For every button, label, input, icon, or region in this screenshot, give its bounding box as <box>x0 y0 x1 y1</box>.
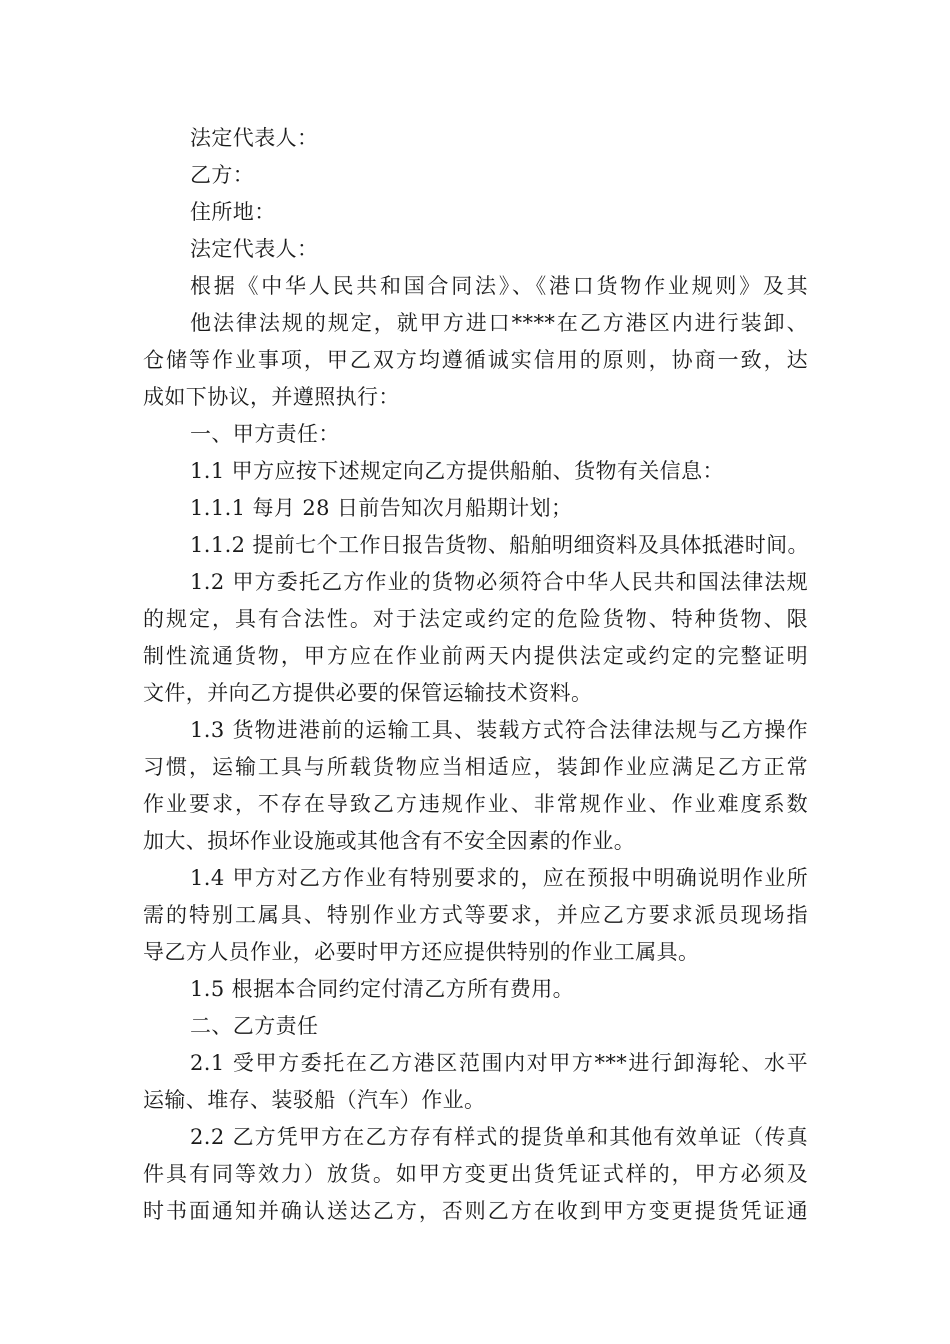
contract-text <box>143 120 808 1230</box>
clause-2-1-line-2: 运输、堆存、装驳船（汽车）作业。 <box>143 1088 486 1112</box>
preamble-line-4: 成如下协议，并遵照执行： <box>143 385 400 409</box>
section-heading-party-b: 二、乙方责任 <box>190 1014 319 1038</box>
legal-rep-label-b: 法定代表人： <box>190 237 319 261</box>
clause-1-1-1: 1.1.1 每月 28 日前告知次月船期计划； <box>190 496 573 520</box>
clause-1-4-line-3: 导乙方人员作业，必要时甲方还应提供特别的作业工属具。 <box>143 940 700 964</box>
preamble-line-2: 他法律法规的规定，就甲方进口****在乙方港区内进行装卸、 <box>190 311 808 335</box>
clause-1-4-line-1: 1.4 甲方对乙方作业有特别要求的，应在预报中明确说明作业所 <box>190 866 808 890</box>
clause-2-2-line-2: 件具有同等效力）放货。如甲方变更出货凭证式样的，甲方必须及 <box>143 1162 808 1186</box>
clause-1-2-line-1: 1.2 甲方委托乙方作业的货物必须符合中华人民共和国法律法规 <box>190 570 808 594</box>
legal-rep-label-a: 法定代表人： <box>190 126 319 150</box>
clause-1-3-line-3: 作业要求，不存在导致乙方违规作业、非常规作业、作业难度系数 <box>143 792 808 816</box>
clause-1-3-line-4: 加大、损坏作业设施或其他含有不安全因素的作业。 <box>143 829 636 853</box>
clause-1-4-line-2: 需的特别工属具、特别作业方式等要求，并应乙方要求派员现场指 <box>143 903 808 927</box>
clause-2-1-line-1: 2.1 受甲方委托在乙方港区范围内对甲方***进行卸海轮、水平 <box>190 1051 808 1075</box>
clause-1-3-line-2: 习惯，运输工具与所载货物应当相适应，装卸作业应满足乙方正常 <box>143 755 808 779</box>
clause-2-2-line-1: 2.2 乙方凭甲方在乙方存有样式的提货单和其他有效单证（传真 <box>190 1125 808 1149</box>
clause-1-2-line-2: 的规定，具有合法性。对于法定或约定的危险货物、特种货物、限 <box>143 607 808 631</box>
clause-1-2-line-4: 文件，并向乙方提供必要的保管运输技术资料。 <box>143 681 593 705</box>
party-b-label: 乙方： <box>190 163 255 187</box>
clause-1-3-line-1: 1.3 货物进港前的运输工具、装载方式符合法律法规与乙方操作 <box>190 718 808 742</box>
clause-1-1-2: 1.1.2 提前七个工作日报告货物、船舶明细资料及具体抵港时间。 <box>190 533 809 557</box>
clause-1-2-line-3: 制性流通货物，甲方应在作业前两天内提供法定或约定的完整证明 <box>143 644 808 668</box>
clause-1-1: 1.1 甲方应按下述规定向乙方提供船舶、货物有关信息： <box>190 459 724 483</box>
address-label: 住所地： <box>190 200 276 224</box>
section-heading-party-a: 一、甲方责任： <box>190 422 340 446</box>
preamble-line-1: 根据《中华人民共和国合同法》、《港口货物作业规则》及其 <box>190 274 808 298</box>
clause-2-2-line-3: 时书面通知并确认送达乙方，否则乙方在收到甲方变更提货凭证通 <box>143 1199 808 1223</box>
preamble-line-3: 仓储等作业事项，甲乙双方均遵循诚实信用的原则，协商一致，达 <box>143 348 808 372</box>
clause-1-5: 1.5 根据本合同约定付清乙方所有费用。 <box>190 977 575 1001</box>
